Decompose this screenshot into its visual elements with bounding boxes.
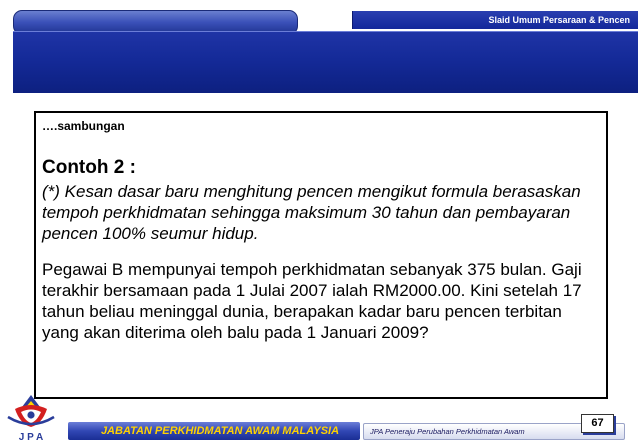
- example-question: Pegawai B mempunyai tempoh perkhidmatan sebanyak 375 bulan. Gaji terakhir bersamaan pada 1 Julai 2007 ialah RM2000.00. Kini setelah 17 tahun beliau meninggal dunia, berapakan kadar baru pencen terbitan yang akan diterima oleh balu pada 1 Januari 2009?: [42, 260, 582, 342]
- svg-text:J P A: J P A: [18, 432, 44, 442]
- policy-note: (*) Kesan dasar baru menghitung pencen mengikut formula berasaskan tempoh perkhidmatan sehingga maksimum 30 tahun dan pembayaran pencen 100% seumur hidup.: [42, 182, 581, 243]
- header-band: [13, 31, 638, 93]
- page-number: 67: [581, 414, 614, 433]
- continuation-label: ….sambungan: [42, 119, 125, 133]
- jpa-logo-icon: [2, 393, 60, 442]
- content-box: [34, 111, 608, 399]
- example-heading: Contoh 2 :: [42, 157, 136, 178]
- footer-org-name: JABATAN PERKHIDMATAN AWAM MALAYSIA: [100, 425, 340, 437]
- slide-category-tag: Slaid Umum Persaraan & Pencen: [352, 11, 638, 29]
- footer-tagline: JPA Peneraju Perubahan Perkhidmatan Awam: [363, 423, 625, 440]
